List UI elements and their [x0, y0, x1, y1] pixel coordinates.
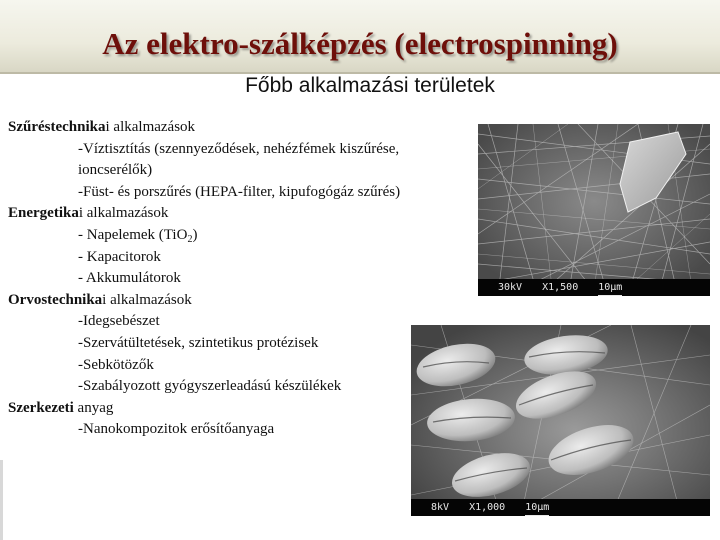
section-heading-medical: Orvostechnikai alkalmazások	[8, 291, 192, 308]
list-item: -Nanokompozitok erősítőanyaga	[78, 421, 275, 438]
sem-scalebar: 8kV X1,000 10μm	[411, 499, 710, 516]
list-item: -Víztisztítás (szennyeződések, nehézfémek kiszűrése,	[78, 140, 400, 157]
section-heading-filtration: Szűréstechnikai alkalmazások	[8, 119, 196, 135]
slide-title: Az elektro-szálképzés (electrospinning)	[102, 26, 618, 61]
list-item: -Idegsebészet	[78, 313, 160, 330]
list-item: - Kapacitorok	[78, 248, 161, 265]
list-item: - Napelemek (TiO$_2$)	[78, 226, 198, 245]
sem-scalebar: 30kV X1,500 10μm	[478, 279, 710, 296]
list-item: ioncserélők)	[78, 162, 153, 179]
list-item: - Akkumulátorok	[78, 270, 181, 287]
slide-edge-divider	[0, 460, 3, 540]
fiber-mesh-graphic	[478, 124, 710, 296]
section-heading-structural: Szerkezeti anyag	[8, 399, 114, 416]
sem-image-pollen	[411, 325, 710, 516]
slide-subtitle: Főbb alkalmazási területek	[245, 74, 495, 97]
list-item: -Füst- és porszűrés (HEPA-filter, kipufogógáz szűrés)	[78, 183, 401, 200]
list-item: -Szervátültetések, szintetikus protézisek	[78, 334, 319, 351]
list-item: -Sebkötözők	[78, 356, 154, 373]
pollen-graphic	[411, 325, 710, 516]
sem-image-filter-fibers	[478, 124, 710, 296]
list-item: -Szabályozott gyógyszerleadású készülékek	[78, 378, 342, 395]
section-heading-energy: Energetikai alkalmazások	[8, 205, 169, 222]
